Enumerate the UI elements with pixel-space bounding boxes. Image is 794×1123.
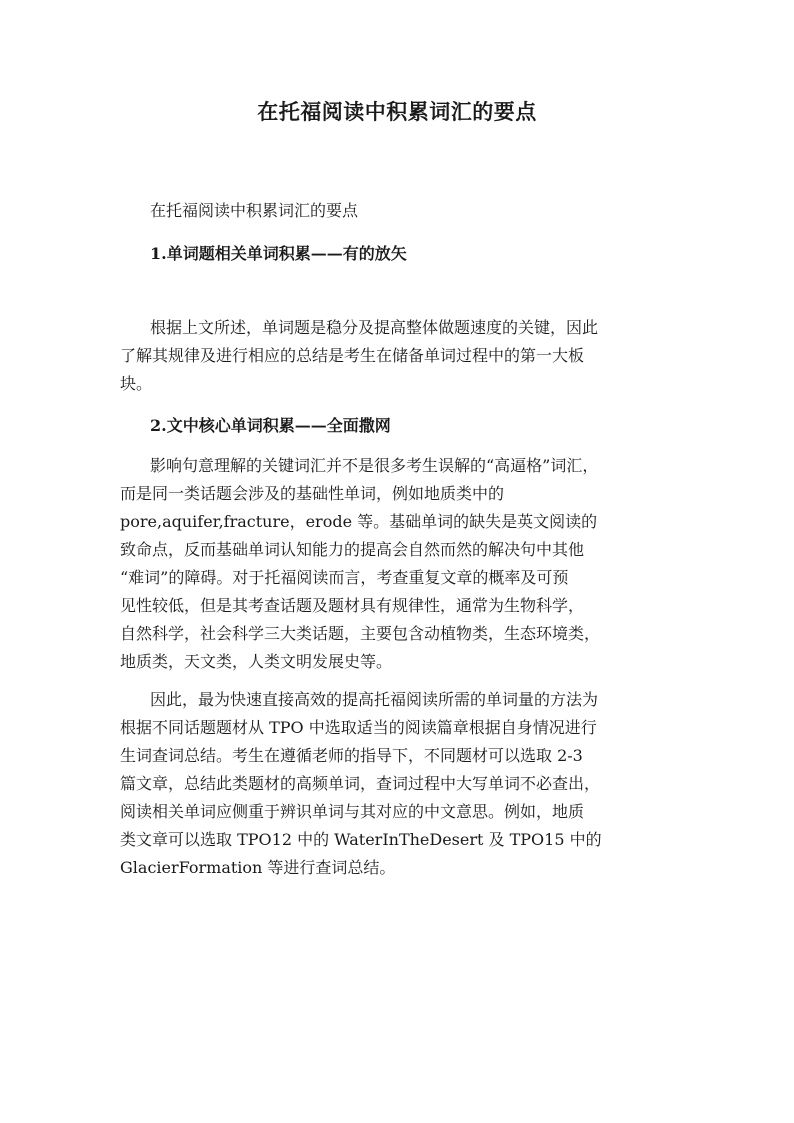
paragraph-2-line: 见性较低，但是其考查话题及题材具有规律性，通常为生物科学， [120,596,585,615]
paragraph-1-line: 块。 [120,374,153,393]
document-title: 在托福阅读中积累词汇的要点 [257,99,537,124]
paragraph-3-line: 根据不同话题题材从 TPO 中选取适当的阅读篇章根据自身情况进行 [120,718,597,737]
paragraph-3-line: 类文章可以选取 TPO12 中的 WaterInTheDesert 及 TPO15 中的 [120,830,602,849]
paragraph-3-line: 篇文章，总结此类题材的高频单词，查词过程中大写单词不必查出， [120,774,601,793]
paragraph-1-line: 了解其规律及进行相应的总结是考生在储备单词过程中的第一大板 [120,346,585,365]
paragraph-2-line: 地质类，天文类，人类文明发展史等。 [120,652,393,671]
paragraph-2-line: 而是同一类话题会涉及的基础性单词，例如地质类中的 [120,484,505,503]
section-heading-1: 1.单词题相关单词积累——有的放矢 [150,244,407,263]
paragraph-3-line: GlacierFormation 等进行查词总结。 [120,858,396,877]
section-heading-2: 2.文中核心单词积累——全面撒网 [150,416,391,435]
paragraph-1-line: 根据上文所述，单词题是稳分及提高整体做题速度的关键，因此 [150,318,599,337]
paragraph-2-line: “难词”的障碍。对于托福阅读而言，考查重复文章的概率及可预 [120,568,569,587]
paragraph-3-line: 因此，最为快速直接高效的提高托福阅读所需的单词量的方法为 [150,690,599,709]
paragraph-3-line: 阅读相关单词应侧重于辨识单词与其对应的中文意思。例如，地质 [120,802,585,821]
paragraph-2-line: 致命点，反而基础单词认知能力的提高会自然而然的解决句中其他 [120,540,585,559]
subtitle: 在托福阅读中积累词汇的要点 [150,201,359,220]
paragraph-2-line: 影响句意理解的关键词汇并不是很多考生误解的“高逼格”词汇， [150,456,599,475]
paragraph-2-line: pore,aquifer,fracture，erode 等。基础单词的缺失是英文阅读的 [120,512,598,531]
paragraph-3-line: 生词查词总结。考生在遵循老师的指导下，不同题材可以选取 2-3 [120,746,583,765]
paragraph-2-line: 自然科学，社会科学三大类话题，主要包含动植物类，生态环境类， [120,624,601,643]
